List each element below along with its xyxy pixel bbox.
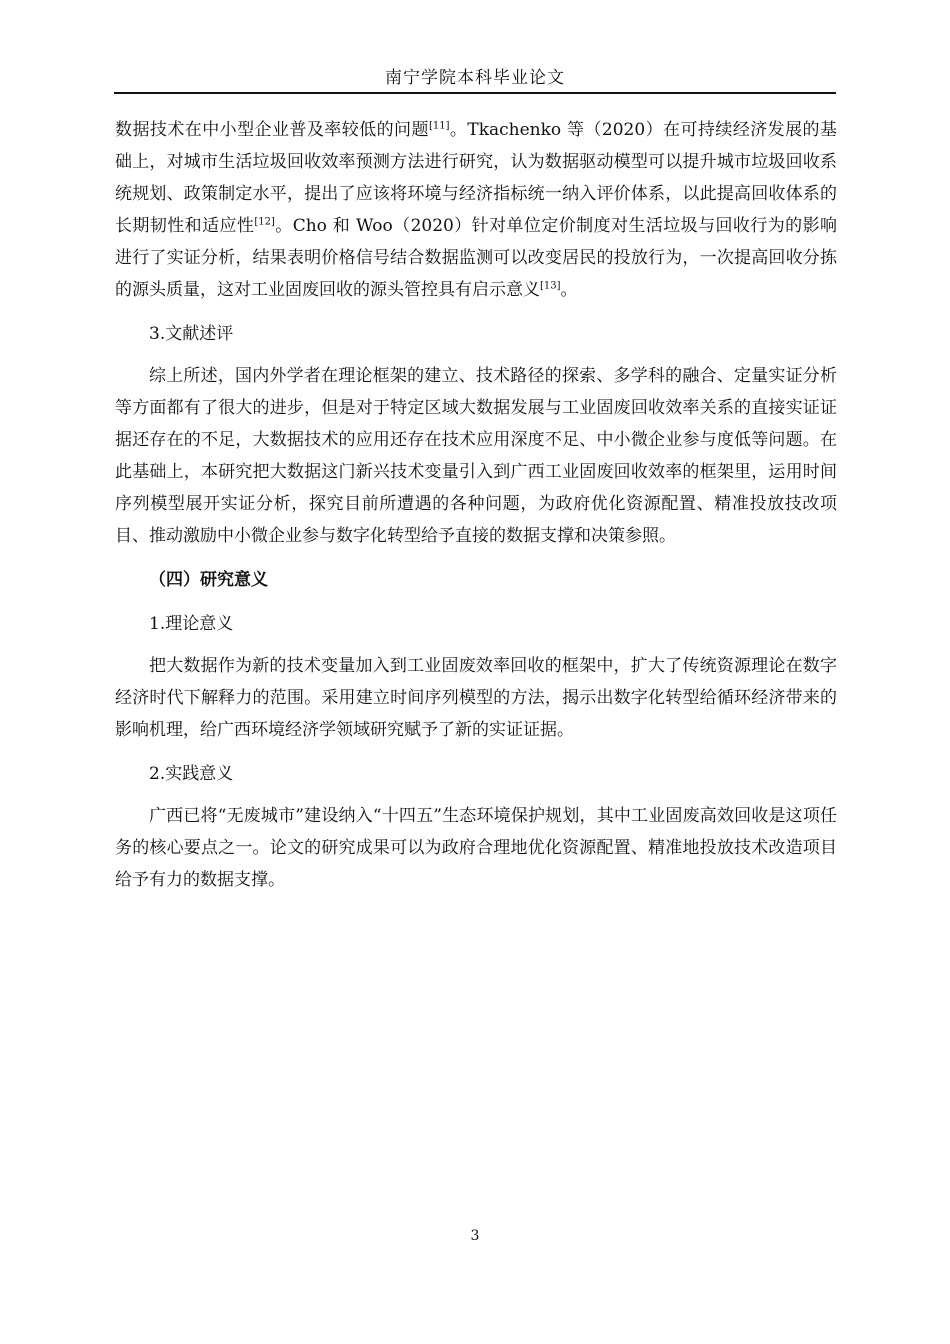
paragraph-theory: 把大数据作为新的技术变量加入到工业固废效率回收的框架中，扩大了传统资源理论在数字经济时代下解释力的范围。采用建立时间序列模型的方法，揭示出数字化转型给循环经济带来的影响机理，给广西环境经济学领域研究赋予了新的实证证据。 bbox=[115, 656, 837, 740]
running-header: 南宁学院本科毕业论文 bbox=[385, 68, 565, 88]
page-body bbox=[115, 114, 837, 896]
citation-ref: [11] bbox=[428, 120, 450, 132]
paragraph-literature-continuation bbox=[115, 114, 837, 306]
subsection-heading-review: 3.文献述评 bbox=[149, 324, 234, 344]
paragraph-text: 。Cho 和 Woo（2020）针对单位定价制度对生活垃圾与回收行为的影响进行了实证分析，结果表明价格信号结合数据监测可以改变居民的投放行为，一次提高回收分拣的源头质量，这对工业固废回收的源头管控具有启示意义 bbox=[115, 216, 838, 300]
header-rule bbox=[114, 92, 836, 94]
page-number: 3 bbox=[470, 1228, 480, 1244]
section-heading-significance: （四）研究意义 bbox=[149, 570, 268, 590]
paragraph-text: 数据技术在中小型企业普及率较低的问题 bbox=[115, 120, 429, 140]
paragraph-practice: 广西已将“无废城市”建设纳入“十四五”生态环境保护规划，其中工业固废高效回收是这项任务的核心要点之一。论文的研究成果可以为政府合理地优化资源配置、精准地投放技术改造项目给予有力的数据支撑。 bbox=[115, 806, 837, 890]
subsection-heading-practice: 2.实践意义 bbox=[149, 764, 234, 784]
citation-ref: [12] bbox=[254, 216, 275, 228]
paragraph-text: 。 bbox=[560, 280, 578, 300]
subsection-heading-theory: 1.理论意义 bbox=[149, 614, 234, 634]
paragraph-text: 。Tkachenko 等（2020）在可持续经济发展的基础上，对城市生活垃圾回收效率预测方法进行研究，认为数据驱动模型可以提升城市垃圾回收系统规划、政策制定水平，提出了应该将环境与经济指标统一纳入评价体系，以此提高回收体系的长期韧性和适应性 bbox=[115, 120, 838, 236]
paragraph-review: 综上所述，国内外学者在理论框架的建立、技术路径的探索、多学科的融合、定量实证分析等方面都有了很大的进步，但是对于特定区域大数据发展与工业固废回收效率关系的直接实证证据还存在的不足，大数据技术的应用还存在技术应用深度不足、中小微企业参与度低等问题。在此基础上，本研究把大数据这门新兴技术变量引入到广西工业固废回收效率的框架里，运用时间序列模型展开实证分析，探究目前所遭遇的各种问题，为政府优化资源配置、精准投放技改项目、推动激励中小微企业参与数字化转型给予直接的数据支撑和决策参照。 bbox=[115, 366, 837, 546]
citation-ref: [13] bbox=[540, 280, 561, 292]
